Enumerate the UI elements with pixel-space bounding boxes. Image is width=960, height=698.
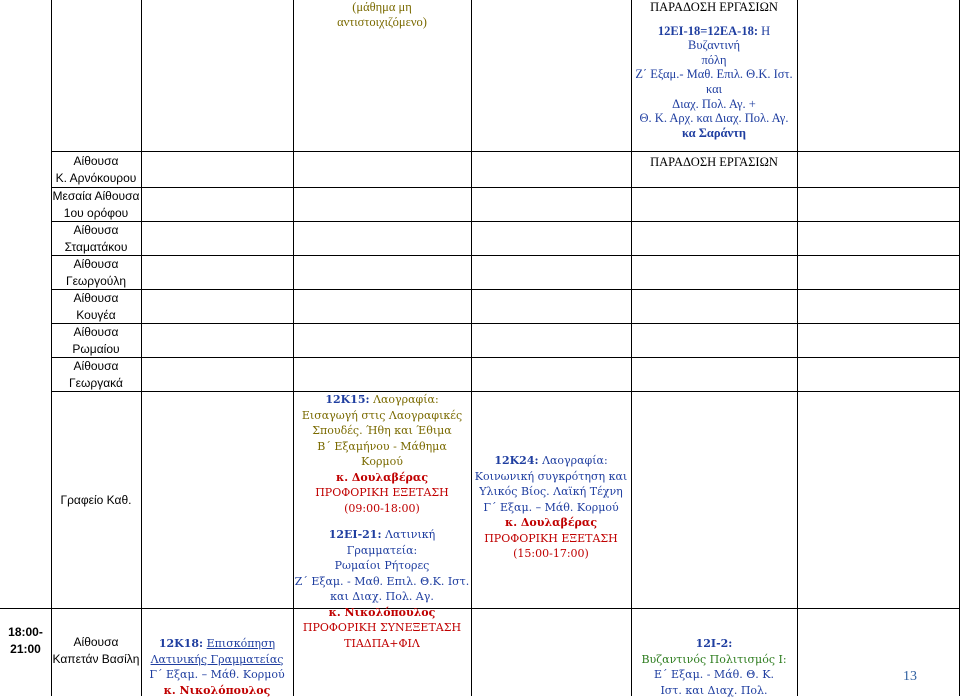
note-line: αντιστοιχιζόμενο)	[293, 15, 471, 30]
room-name: Κ. Αρνόκουρου	[51, 170, 141, 187]
course-code: 12ΕΙ-18=12ΕΑ-18:	[658, 24, 758, 38]
room-name: Γεωργούλη	[51, 273, 141, 290]
course-title-line: Σπουδές. Ήθη και Έθιμα	[293, 423, 471, 439]
course-info-line: Ζ΄ Εξαμ. - Μαθ. Επιλ. Θ.Κ. Ιστ.	[293, 574, 471, 590]
grid-line	[0, 608, 960, 609]
room-label: Αίθουσα	[51, 634, 141, 651]
room-name: Σταματάκου	[51, 239, 141, 256]
room-cell	[51, 153, 141, 187]
room-name: Καπετάν Βασίλη	[51, 651, 141, 668]
exam-type: ΤΙΑΔΠΑ+ΦΙΛ	[293, 636, 471, 652]
time-end: 21:00	[0, 641, 51, 658]
course-title-line: Υλικός Βίος. Λαϊκή Τέχνη	[471, 484, 631, 500]
course-title	[631, 24, 797, 53]
exam-type: ΠΡΟΦΟΡΙΚΗ ΕΞΕΤΑΣΗ	[293, 485, 471, 501]
exam-time: (15:00-17:00)	[471, 546, 631, 562]
submission-header: ΠΑΡΑΔΟΣΗ ΕΡΓΑΣΙΩΝ	[631, 0, 797, 15]
exam-course-block	[293, 392, 471, 651]
submission-footer: ΠΑΡΑΔΟΣΗ ΕΡΓΑΣΙΩΝ	[631, 155, 797, 170]
course-info-line: Ιστ. και Διαχ. Πολ.	[631, 683, 797, 698]
grid-line	[51, 357, 960, 358]
teacher-name: κα Σαράντη	[631, 126, 797, 141]
room-name: Κουγέα	[51, 307, 141, 324]
page-number: 13	[880, 670, 940, 685]
room-name: 1ου ορόφου	[51, 205, 141, 222]
room-label: Αίθουσα	[51, 290, 141, 307]
grid-line	[51, 221, 960, 222]
course-title-line: Λατινικής Γραμματείας	[141, 652, 293, 668]
room-label: Αίθουσα	[51, 256, 141, 273]
room-cell	[51, 222, 141, 256]
course-title: Λαογραφία:	[542, 454, 608, 467]
exam-type: ΠΡΟΦΟΡΙΚΗ ΣΥΝΕΞΕΤΑΣΗ	[293, 620, 471, 636]
course-code: 12ΕΙ-21:	[329, 528, 382, 541]
room-label: Μεσαία Αίθουσα	[51, 188, 141, 205]
time-start: 18:00-	[0, 624, 51, 641]
grid-line	[471, 0, 472, 696]
room-name: Ρωμαίου	[51, 341, 141, 358]
course-title-line: Κοινωνική συγκρότηση και	[471, 469, 631, 485]
exam-course-block	[141, 636, 293, 698]
course-title-line: Γ΄ Εξαμ. – Μάθ. Κορμού	[471, 500, 631, 516]
room-cell	[51, 290, 141, 324]
room-cell	[51, 634, 141, 668]
course-code: 12Κ18:	[159, 637, 203, 650]
course-info-line: Γ΄ Εξαμ. – Μάθ. Κορμού	[141, 667, 293, 683]
course-title-line: Ρωμαίοι Ρήτορες	[293, 558, 471, 574]
course-title: Λαογραφία:	[373, 393, 439, 406]
teacher-name: κ. Νικολόπουλος	[141, 683, 293, 698]
course-code: 12Ι-2:	[631, 636, 797, 652]
room-label: Αίθουσα	[51, 222, 141, 239]
grid-line	[51, 151, 960, 152]
room-label: Αίθουσα	[51, 358, 141, 375]
grid-line	[51, 391, 960, 392]
room-cell	[51, 256, 141, 290]
exam-type: ΠΡΟΦΟΡΙΚΗ ΕΞΕΤΑΣΗ	[471, 531, 631, 547]
exam-course-block	[631, 636, 797, 698]
course-info-line: Θ. Κ. Αρχ. και Διαχ. Πολ. Αγ.	[631, 111, 797, 126]
room-label: Αίθουσα	[51, 153, 141, 170]
course-info-line: Ε΄ Εξαμ. - Μάθ. Θ. Κ.	[631, 667, 797, 683]
grid-line	[51, 323, 960, 324]
grid-line	[797, 0, 798, 696]
exam-time: (09:00-18:00)	[293, 501, 471, 517]
non-matching-course-note	[293, 0, 471, 29]
course-title: Βυζαντινός Πολιτισμός Ι:	[631, 652, 797, 668]
course-title-cont: πόλη	[631, 53, 797, 68]
room-name: Γεωργακά	[51, 375, 141, 392]
room-cell	[51, 358, 141, 392]
course-info-line: Ζ΄ Εξαμ.- Μαθ. Επιλ. Θ.Κ. Ιστ. και	[631, 67, 797, 96]
exam-course-block	[471, 453, 631, 562]
grid-line	[141, 0, 142, 696]
room-cell	[51, 324, 141, 358]
time-slot	[0, 624, 51, 658]
course-info-line: και Διαχ. Πολ. Αγ.	[293, 589, 471, 605]
grid-line	[51, 187, 960, 188]
teacher-name: κ. Δουλαβέρας	[293, 470, 471, 486]
course-code: 12Κ15:	[325, 393, 369, 406]
room-label: Αίθουσα	[51, 324, 141, 341]
room-cell	[51, 188, 141, 222]
course-info-line: Διαχ. Πολ. Αγ. +	[631, 97, 797, 112]
project-submission-block	[631, 0, 797, 170]
course-title: Λατινική Γραμματεία:	[347, 528, 436, 557]
course-title-line: Β΄ Εξαμήνου - Μάθημα	[293, 439, 471, 455]
course-title: Επισκόπηση	[207, 637, 276, 650]
teacher-name: κ. Νικολόπουλος	[293, 605, 471, 621]
course-code: 12Κ24:	[494, 454, 538, 467]
course-title-text: Η Βυζαντινή	[688, 24, 770, 53]
note-line: (μάθημα μη	[293, 0, 471, 15]
grid-line	[51, 289, 960, 290]
teacher-name: κ. Δουλαβέρας	[471, 515, 631, 531]
grid-line	[51, 255, 960, 256]
course-title-line: Εισαγωγή στις Λαογραφικές	[293, 408, 471, 424]
office-room-label: Γραφείο Καθ.	[51, 492, 141, 509]
course-title-line: Κορμού	[293, 454, 471, 470]
